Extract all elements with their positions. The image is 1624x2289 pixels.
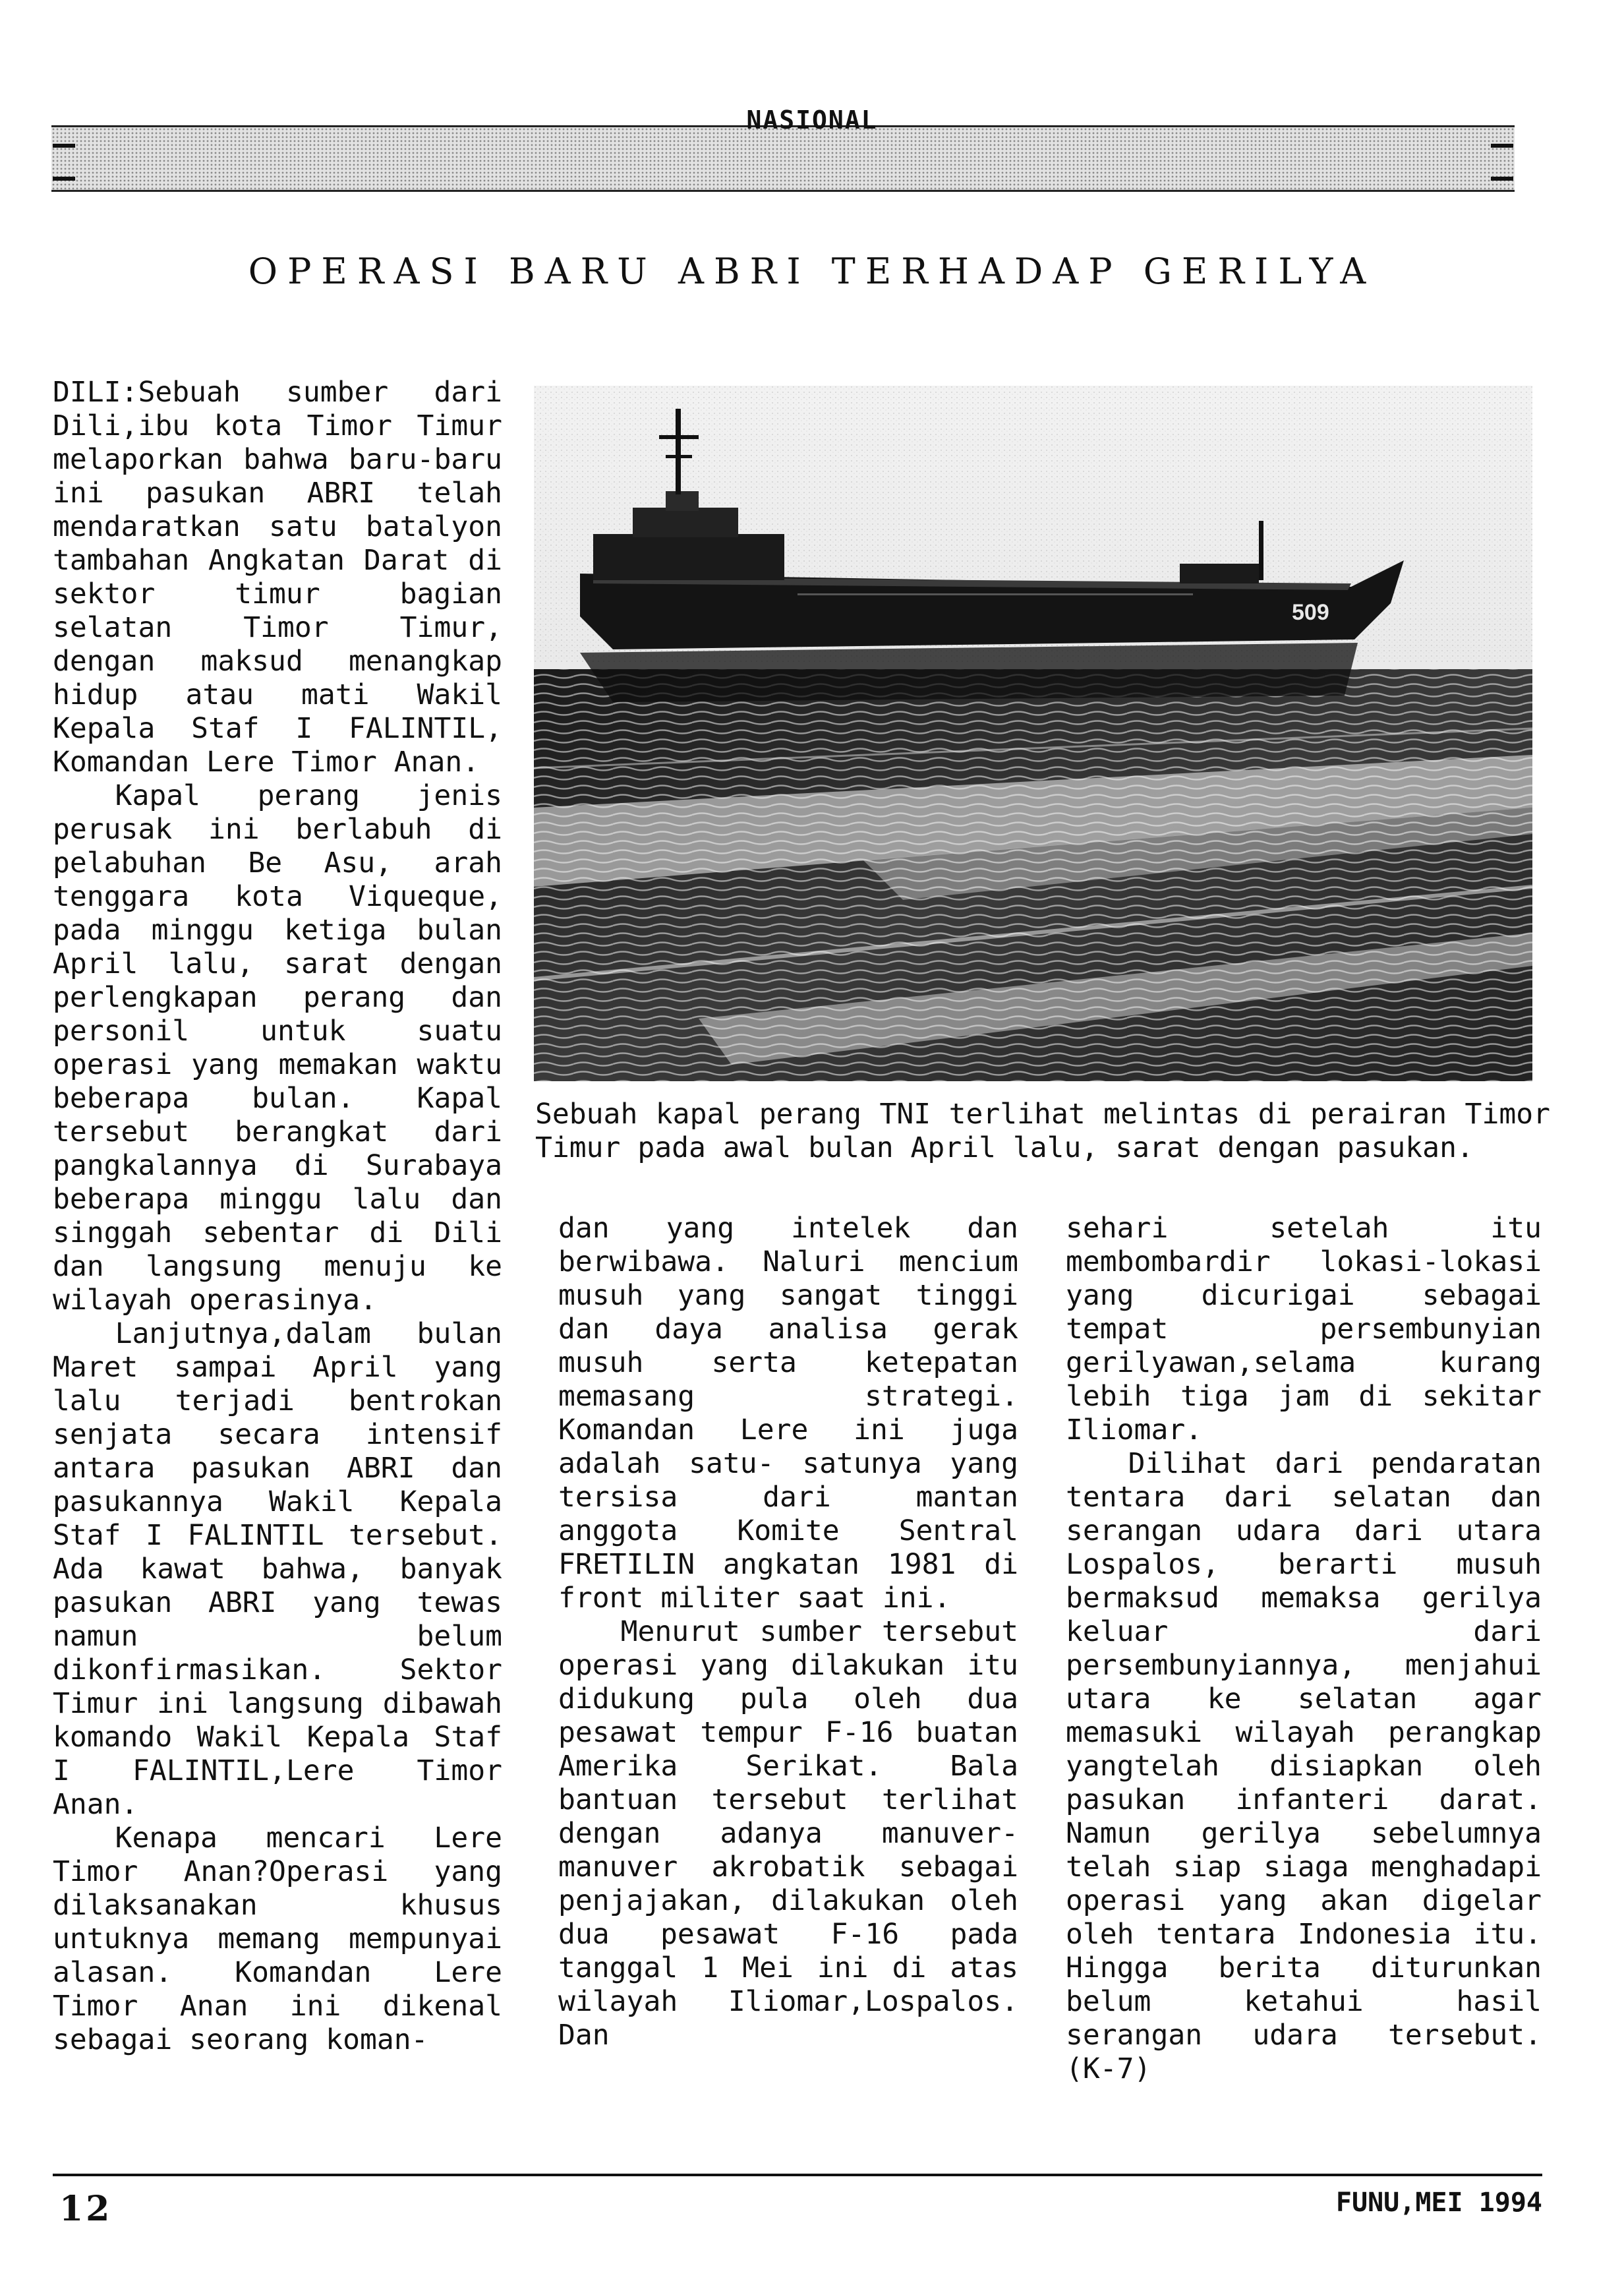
section-label: NASIONAL: [746, 105, 878, 134]
paragraph: Kapal perang jenis perusak ini berlabuh di pelabuhan Be Asu, arah tenggara kota Viqueque, pada minggu ketiga bulan April lalu, sarat dengan perlengkapan perang dan personil untuk suatu operasi yang memakan waktu beberapa bulan. Kapal tersebut berangkat dari pangkalannya di Surabaya beberapa minggu lalu dan singgah sebentar di Dili dan langsung menuju ke wilayah operasinya.: [53, 779, 502, 1317]
article-column-2: [558, 1212, 1018, 2122]
footer-rule: [53, 2174, 1542, 2176]
section-header-band: [51, 125, 1515, 192]
article-column-1: [53, 376, 502, 2116]
band-mark-left-bottom: [53, 177, 75, 181]
article-headline: OPERASI BARU ABRI TERHADAP GERILYA: [248, 251, 1376, 292]
page-number: 12: [59, 2189, 113, 2229]
photo-caption: Sebuah kapal perang TNI terlihat melintas di perairan Timor Timur pada awal bulan April lalu, sarat dengan pasukan.: [535, 1098, 1550, 1164]
paragraph: Lanjutnya,dalam bulan Maret sampai April yang lalu terjadi bentrokan senjata secara intensif antara pasukan ABRI dan pasukannya Wakil Kepala Staf I FALINTIL tersebut. Ada kawat bahwa, banyak pasukan ABRI yang tewas namun belum dikonfirmasikan. Sektor Timur ini langsung dibawah komando Wakil Kepala Staf I FALINTIL,Lere Timor Anan.: [53, 1317, 502, 1821]
band-mark-left-top: [53, 144, 75, 148]
issue-label: FUNU,MEI 1994: [1335, 2187, 1542, 2218]
paragraph: Kenapa mencari Lere Timor Anan?Operasi yang dilaksanakan khusus untuknya memang mempunyai alasan. Komandan Lere Timor Anan ini dikenal sebagai seorang koman-: [53, 1822, 502, 2056]
paragraph: Dilihat dari pendaratan tentara dari selatan dan serangan udara dari utara Lospalos, berarti musuh bermaksud memaksa gerilya keluar dari persembunyiannya, menjahui utara ke selatan agar memasuki wilayah perangkap yangtelah disiapkan oleh pasukan infanteri darat. Namun gerilya sebelumnya telah siap siaga menghadapi operasi yang akan digelar oleh tentara Indonesia itu. Hingga berita diturunkan belum ketahui hasil serangan udara tersebut. (K-7): [1066, 1447, 1542, 2085]
paragraph: Menurut sumber tersebut operasi yang dilakukan itu didukung pula oleh dua pesawat tempur F-16 buatan Amerika Serikat. Bala bantuan tersebut terlihat dengan adanya manuver-manuver akrobatik sebagai penjajakan, dilakukan oleh dua pesawat F-16 pada tanggal 1 Mei ini di atas wilayah Iliomar,Lospalos. Dan: [558, 1615, 1018, 2052]
band-mark-right-top: [1491, 144, 1513, 148]
paragraph: sehari setelah itu membombardir lokasi-lokasi yang dicurigai sebagai tempat persembunyian gerilyawan,selama kurang lebih tiga jam di sekitar Iliomar.: [1066, 1212, 1542, 1446]
paragraph: DILI:Sebuah sumber dari Dili,ibu kota Timor Timur melaporkan bahwa baru-baru ini pasukan ABRI telah mendaratkan satu batalyon tambahan Angkatan Darat di sektor timur bagian selatan Timor Timur, dengan maksud menangkap hidup atau mati Wakil Kepala Staf I FALINTIL, Komandan Lere Timor Anan.: [53, 376, 502, 779]
warship-photo: [534, 386, 1532, 1081]
band-mark-right-bottom: [1491, 177, 1513, 181]
hull-number: 509: [1292, 600, 1329, 625]
paragraph: dan yang intelek dan berwibawa. Naluri mencium musuh yang sangat tinggi dan daya analisa gerak musuh serta ketepatan memasang strategi. Komandan Lere ini juga adalah satu- satunya yang tersisa dari mantan anggota Komite Sentral FRETILIN angkatan 1981 di front militer saat ini.: [558, 1212, 1018, 1615]
article-column-3: [1066, 1212, 1542, 2122]
